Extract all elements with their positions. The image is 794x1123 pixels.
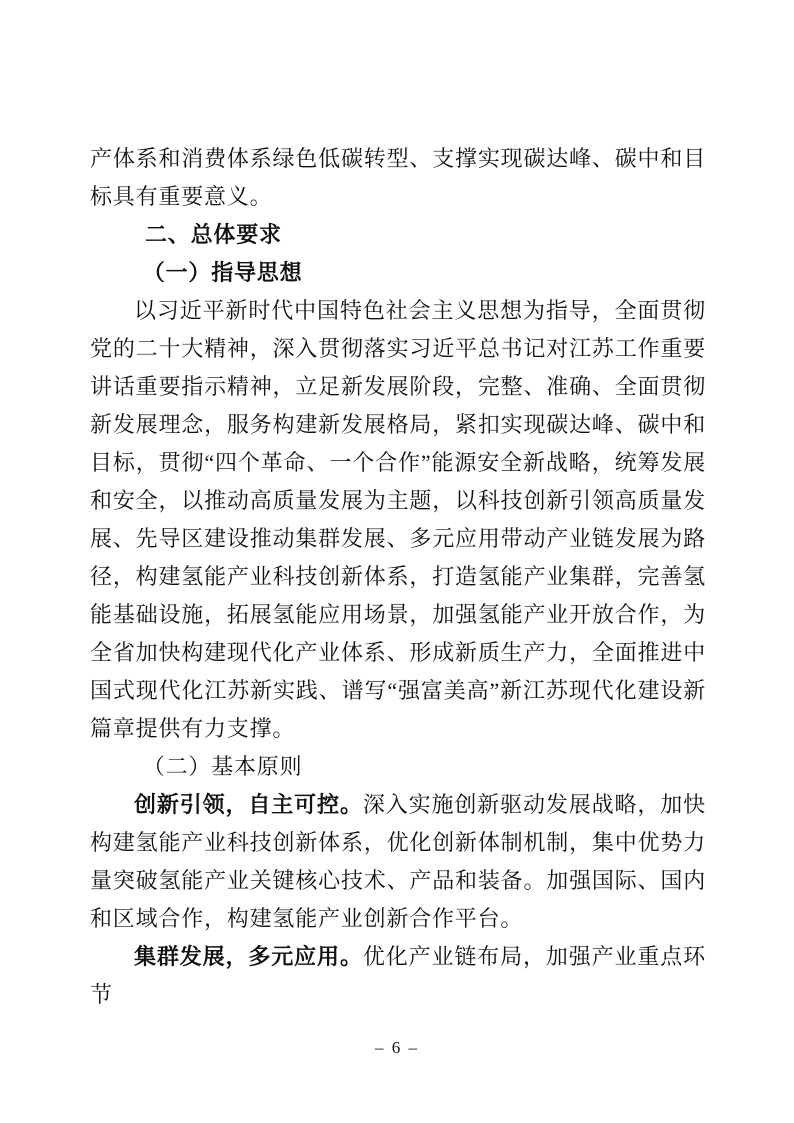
paragraph-guiding-ideology: 以习近平新时代中国特色社会主义思想为指导，全面贯彻党的二十大精神，深入贯彻落实习近平总书记对江苏工作重要讲话重要指示精神，立足新发展阶段，完整、准确、全面贯彻新发展理念，服务构建新发展格局，紧扣实现碳达峰、碳中和目标，贯彻“四个革命、一个合作”能源安全新战略，统筹发展和安全，以推动高质量发展为主题，以科技创新引领高质量发展、先导区建设推动集群发展、多元应用带动产业链发展为路径，构建氢能产业科技创新体系，打造氢能产业集群，完善氢能基础设施，拓展氢能应用场景，加强氢能产业开放合作，为全省加快构建现代化产业体系、形成新质生产力，全面推进中国式现代化江苏新实践、谱写“强富美高”新江苏现代化建设新篇章提供有力支撑。 bbox=[90, 298, 706, 741]
principle-cluster-lead: 集群发展，多元应用。 bbox=[134, 944, 363, 969]
paragraph-principle-cluster bbox=[90, 938, 706, 1014]
paragraph-continuation: 产体系和消费体系绿色低碳转型、支撑实现碳达峰、碳中和目标具有重要意义。 bbox=[90, 146, 706, 209]
document-body bbox=[90, 140, 706, 1014]
page-number: – 6 – bbox=[375, 1038, 419, 1057]
principle-innovation-lead: 创新引领，自主可控。 bbox=[134, 792, 363, 817]
principle-innovation-text: 深入实施创新驱动发展战略，加快构建氢能产业科技创新体系，优化创新体制机制，集中优势力量突破氢能产业关键核心技术、产品和装备。加强国际、国内和区域合作，构建氢能产业创新合作平台。 bbox=[90, 792, 706, 931]
paragraph-principle-innovation bbox=[90, 786, 706, 938]
principle-cluster-text: 优化产业链布局，加强产业重点环节 bbox=[90, 944, 706, 1007]
subsection-heading-basic-principles: （二）基本原则 bbox=[142, 754, 303, 779]
subsection-heading-guiding-ideology: （一）指导思想 bbox=[142, 260, 303, 285]
section-heading-overall-requirements: 二、总体要求 bbox=[145, 222, 282, 247]
